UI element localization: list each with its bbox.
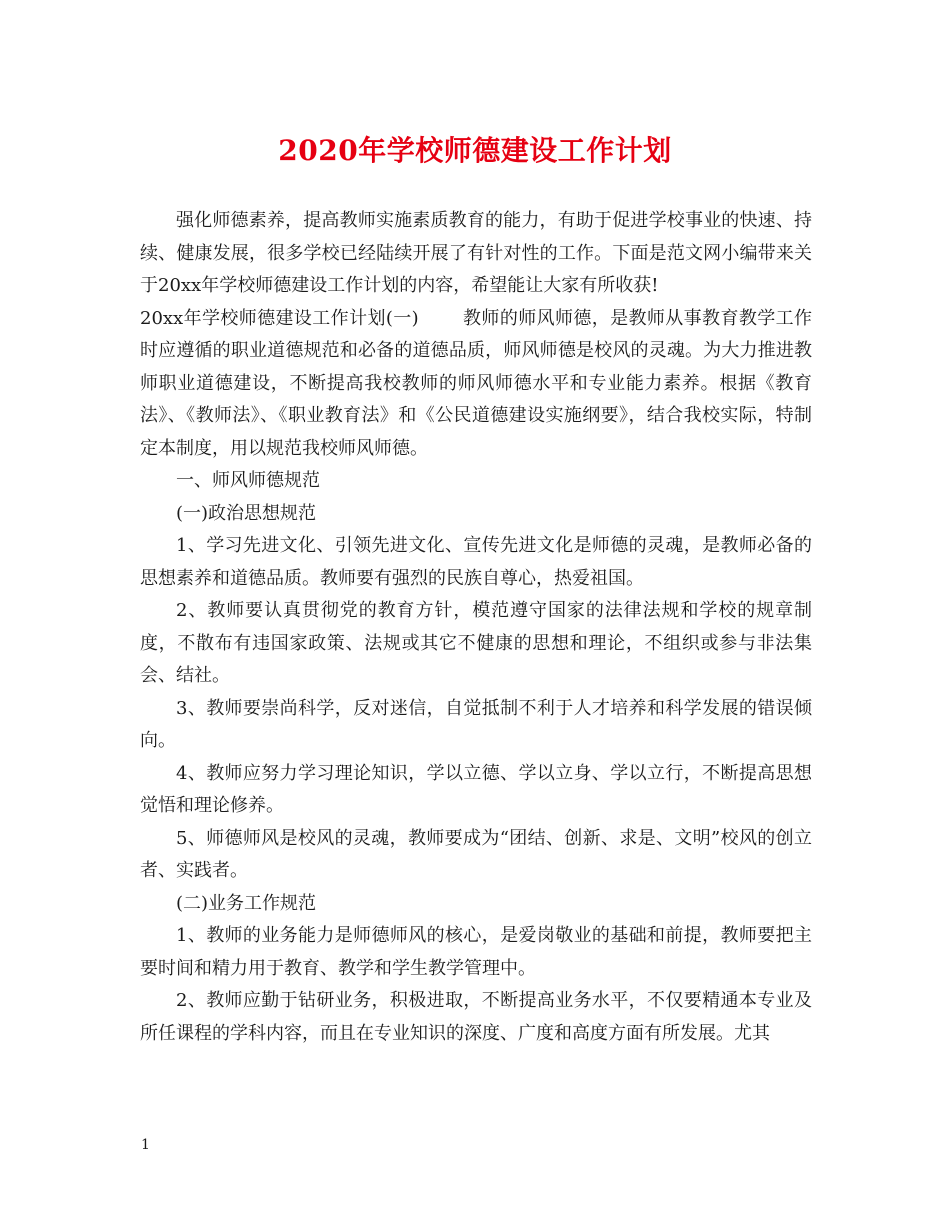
intro-paragraph: 强化师德素养，提高教师实施素质教育的能力，有助于促进学校事业的快速、持续、健康发展，很多学校已经陆续开展了有针对性的工作。下面是范文网小编带来关于20xx年学校师德建设工作计划的内容，希望能让大家有所收获! xyxy=(140,210,812,296)
page-number: 1 xyxy=(141,1137,150,1153)
plan-one-paragraph xyxy=(140,303,812,466)
plan-one-intro: 教师的师风师德，是教师从事教育教学工作时应遵循的职业道德规范和必备的道德品质，师风师德是校风的灵魂。为大力推进教师职业道德建设，不断提高我校教师的师风师德水平和专业能力素养。根据《教育法》、《教师法》、《职业教育法》和《公民道德建设实施纲要》，结合我校实际，特制定本制度，用以规范我校师风师德。 xyxy=(140,307,812,459)
list-item: 2、教师要认真贯彻党的教育方针，模范遵守国家的法律法规和学校的规章制度，不散布有违国家政策、法规或其它不健康的思想和理论，不组织或参与非法集会、结社。 xyxy=(140,600,812,686)
list-item: 4、教师应努力学习理论知识，学以立德、学以立身、学以立行，不断提高思想觉悟和理论修养。 xyxy=(140,762,812,816)
section-heading-1: 一、师风师德规范 xyxy=(176,470,320,491)
list-item: 1、学习先进文化、引领先进文化、宣传先进文化是师德的灵魂，是教师必备的思想素养和道德品质。教师要有强烈的民族自尊心，热爱祖国。 xyxy=(140,535,812,589)
list-item: 1、教师的业务能力是师德师风的核心，是爱岗敬业的基础和前提，教师要把主要时间和精力用于教育、教学和学生教学管理中。 xyxy=(140,925,812,979)
list-item: 5、师德师风是校风的灵魂，教师要成为“团结、创新、求是、文明”校风的创立者、实践者。 xyxy=(140,827,812,881)
plan-one-heading: 20xx年学校师德建设工作计划(一) xyxy=(140,307,419,329)
subsection-heading-1: (一)政治思想规范 xyxy=(176,502,317,524)
list-item: 3、教师要崇尚科学，反对迷信，自觉抵制不利于人才培养和科学发展的错误倾向。 xyxy=(140,697,812,751)
subsection-heading-2: (二)业务工作规范 xyxy=(176,892,317,914)
list-item: 2、教师应勤于钻研业务，积极进取，不断提高业务水平，不仅要精通本专业及所任课程的学科内容，而且在专业知识的深度、广度和高度方面有所发展。尤其 xyxy=(140,990,812,1044)
document-body xyxy=(140,205,812,1050)
document-title: 2020年学校师德建设工作计划 xyxy=(278,134,672,167)
